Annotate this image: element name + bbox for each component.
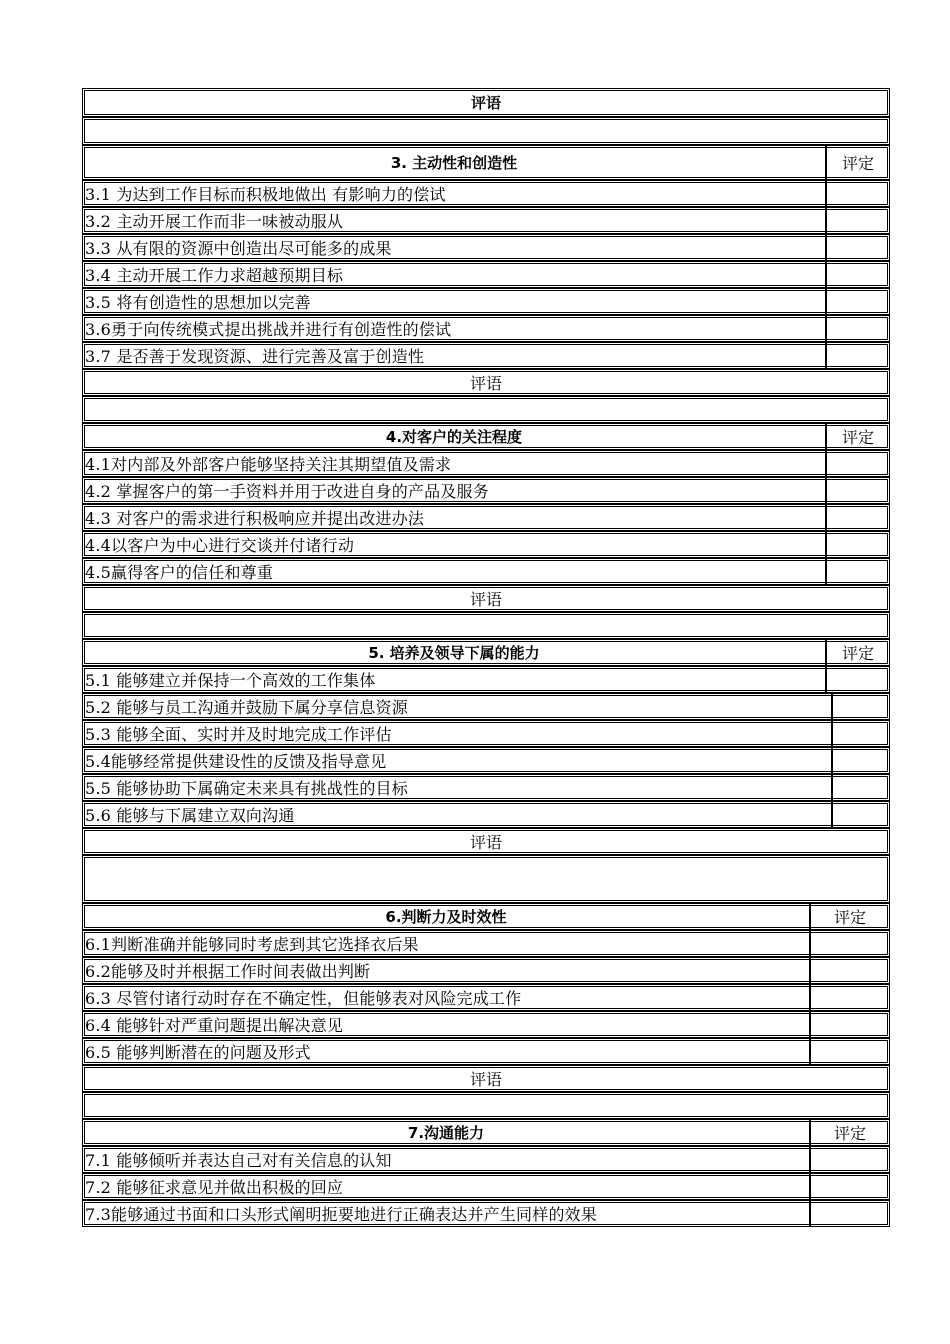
criteria-row xyxy=(82,930,890,957)
score-cell[interactable] xyxy=(825,235,889,260)
score-cell[interactable] xyxy=(809,1147,889,1172)
criteria-text: 5.6 能够与下属建立双向沟通 xyxy=(85,806,295,825)
criteria-row xyxy=(82,234,890,261)
criteria-text: 4.2 掌握客户的第一手资料并用于改进自身的产品及服务 xyxy=(85,482,489,501)
section-heading: 6.判断力及时效性 xyxy=(385,908,507,926)
criteria-row xyxy=(82,342,890,369)
criteria-text: 4.3 对客户的需求进行积极响应并提出改进办法 xyxy=(85,509,425,528)
score-cell[interactable] xyxy=(825,667,889,692)
criteria-text: 6.5 能够判断潜在的问题及形式 xyxy=(85,1043,311,1062)
score-column-label: 评定 xyxy=(825,424,889,449)
criteria-text: 5.4能够经常提供建设性的反馈及指导意见 xyxy=(85,752,387,771)
criteria-row xyxy=(82,1200,890,1227)
criteria-row xyxy=(82,261,890,288)
comment-blank-row[interactable] xyxy=(82,855,890,903)
comment-blank-row[interactable] xyxy=(82,396,890,423)
criteria-text: 7.2 能够征求意见并做出积极的回应 xyxy=(85,1178,344,1197)
comment-row xyxy=(82,1065,890,1092)
criteria-row xyxy=(82,747,890,774)
criteria-row xyxy=(82,720,890,747)
score-cell[interactable] xyxy=(825,181,889,206)
score-cell[interactable] xyxy=(831,721,889,746)
score-cell[interactable] xyxy=(825,316,889,341)
section-heading: 3. 主动性和创造性 xyxy=(390,154,518,172)
section-heading: 4.对客户的关注程度 xyxy=(385,428,523,446)
criteria-text: 4.1对内部及外部客户能够坚持关注其期望值及需求 xyxy=(85,455,452,474)
criteria-text: 5.2 能够与员工沟通并鼓励下属分享信息资源 xyxy=(85,698,408,717)
score-column-label: 评定 xyxy=(809,904,889,929)
score-cell[interactable] xyxy=(809,1012,889,1037)
criteria-row xyxy=(82,801,890,828)
criteria-row xyxy=(82,450,890,477)
score-cell[interactable] xyxy=(825,289,889,314)
criteria-row xyxy=(82,693,890,720)
comment-label: 评语 xyxy=(469,590,502,609)
score-cell[interactable] xyxy=(809,985,889,1010)
criteria-row xyxy=(82,288,890,315)
criteria-text: 3.4 主动开展工作力求超越预期目标 xyxy=(85,266,344,285)
criteria-row xyxy=(82,207,890,234)
comment-row-top xyxy=(82,88,890,117)
criteria-row xyxy=(82,666,890,693)
score-column-label: 评定 xyxy=(825,640,889,665)
criteria-row xyxy=(82,1146,890,1173)
criteria-row xyxy=(82,477,890,504)
score-cell[interactable] xyxy=(825,451,889,476)
evaluation-form xyxy=(82,88,890,1227)
criteria-row xyxy=(82,984,890,1011)
criteria-text: 6.3 尽管付诸行动时存在不确定性，但能够表对风险完成工作 xyxy=(85,989,522,1008)
criteria-text: 6.4 能够针对严重问题提出解决意见 xyxy=(85,1016,344,1035)
section-heading: 5. 培养及领导下属的能力 xyxy=(368,644,540,662)
criteria-text: 5.5 能够协助下属确定未来具有挑战性的目标 xyxy=(85,779,408,798)
criteria-row xyxy=(82,531,890,558)
criteria-text: 3.2 主动开展工作而非一味被动服从 xyxy=(85,212,344,231)
criteria-text: 3.6勇于向传统模式提出挑战并进行有创造性的偿试 xyxy=(85,320,452,339)
comment-label: 评语 xyxy=(469,374,502,393)
criteria-text: 3.1 为达到工作目标而积极地做出 有影响力的偿试 xyxy=(85,185,446,204)
criteria-text: 7.3能够通过书面和口头形式阐明扼要地进行正确表达并产生同样的效果 xyxy=(85,1205,598,1224)
score-cell[interactable] xyxy=(831,694,889,719)
criteria-row xyxy=(82,1173,890,1200)
criteria-row xyxy=(82,1011,890,1038)
score-cell[interactable] xyxy=(831,775,889,800)
comment-blank-row[interactable] xyxy=(82,1092,890,1119)
score-cell[interactable] xyxy=(809,1201,889,1226)
criteria-text: 3.5 将有创造性的思想加以完善 xyxy=(85,293,311,312)
score-cell[interactable] xyxy=(809,958,889,983)
score-column-label: 评定 xyxy=(825,146,889,179)
score-cell[interactable] xyxy=(809,1174,889,1199)
score-cell[interactable] xyxy=(825,559,889,584)
score-cell[interactable] xyxy=(825,343,889,368)
criteria-row xyxy=(82,504,890,531)
score-cell[interactable] xyxy=(809,1039,889,1064)
score-cell[interactable] xyxy=(825,262,889,287)
score-cell[interactable] xyxy=(831,748,889,773)
criteria-row xyxy=(82,1038,890,1065)
criteria-row xyxy=(82,957,890,984)
score-column-label: 评定 xyxy=(809,1120,889,1145)
criteria-text: 4.4以客户为中心进行交谈并付诸行动 xyxy=(85,536,355,555)
score-cell[interactable] xyxy=(809,931,889,956)
section-heading-row xyxy=(82,639,890,666)
criteria-text: 6.1判断准确并能够同时考虑到其它选择衣后果 xyxy=(85,935,419,954)
criteria-text: 6.2能够及时并根据工作时间表做出判断 xyxy=(85,962,371,981)
score-cell[interactable] xyxy=(825,532,889,557)
section-heading-row xyxy=(82,145,890,180)
section-heading-row xyxy=(82,903,890,930)
criteria-text: 4.5赢得客户的信任和尊重 xyxy=(85,563,274,582)
criteria-text: 7.1 能够倾听并表达自己对有关信息的认知 xyxy=(85,1151,392,1170)
comment-label: 评语 xyxy=(469,1070,502,1089)
comment-blank-row[interactable] xyxy=(82,117,890,145)
criteria-row xyxy=(82,558,890,585)
comment-row xyxy=(82,369,890,396)
criteria-text: 3.7 是否善于发现资源、进行完善及富于创造性 xyxy=(85,347,425,366)
comment-blank-row[interactable] xyxy=(82,612,890,639)
section-heading: 7.沟通能力 xyxy=(407,1124,485,1142)
criteria-text: 5.1 能够建立并保持一个高效的工作集体 xyxy=(85,671,376,690)
criteria-text: 3.3 从有限的资源中创造出尽可能多的成果 xyxy=(85,239,392,258)
criteria-row xyxy=(82,315,890,342)
section-heading-row xyxy=(82,423,890,450)
score-cell[interactable] xyxy=(831,802,889,827)
comment-label: 评语 xyxy=(470,94,501,112)
criteria-text: 5.3 能够全面、实时并及时地完成工作评估 xyxy=(85,725,392,744)
criteria-row xyxy=(82,774,890,801)
score-cell[interactable] xyxy=(825,208,889,233)
score-cell[interactable] xyxy=(825,505,889,530)
comment-row xyxy=(82,585,890,612)
score-cell[interactable] xyxy=(825,478,889,503)
section-heading-row xyxy=(82,1119,890,1146)
comment-row xyxy=(82,828,890,855)
comment-label: 评语 xyxy=(469,833,502,852)
criteria-row xyxy=(82,180,890,207)
